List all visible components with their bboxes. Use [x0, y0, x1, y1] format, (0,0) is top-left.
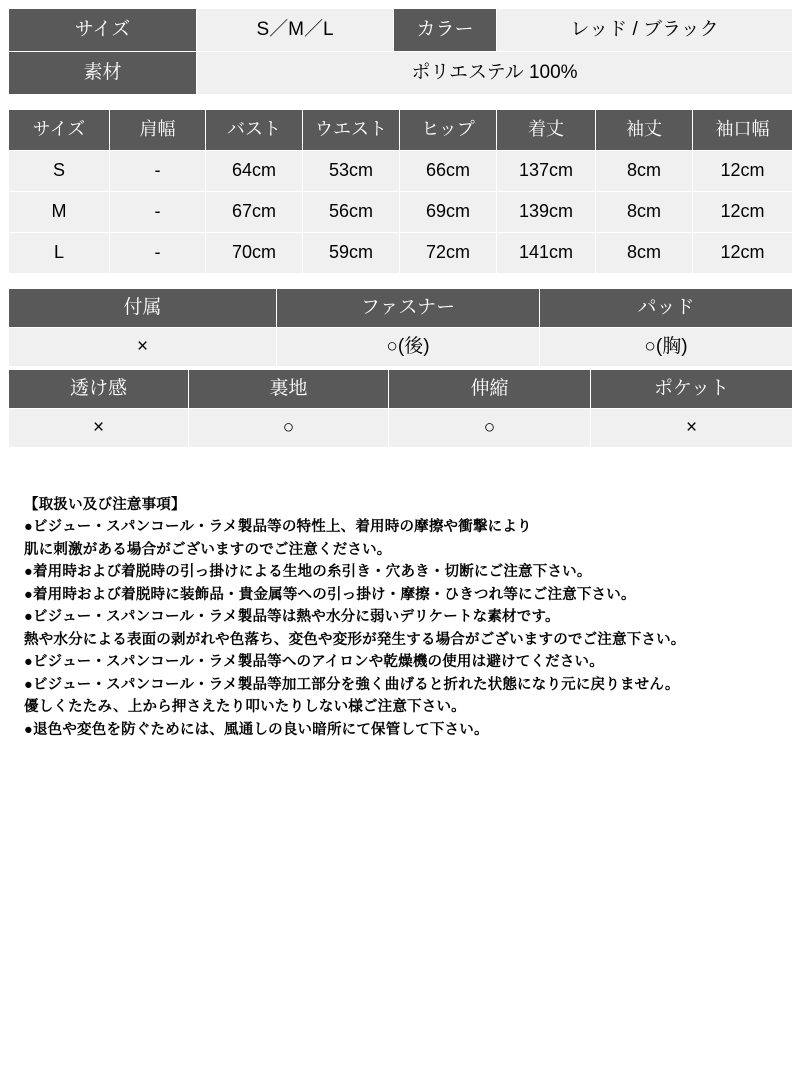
- size-col-header: 袖口幅: [693, 110, 793, 151]
- size-cell: 64cm: [206, 151, 303, 192]
- spec-label-color: カラー: [394, 9, 497, 52]
- size-cell: 12cm: [693, 192, 793, 233]
- prop-cell: ○: [389, 409, 591, 448]
- spec-value-color: レッド / ブラック: [497, 9, 793, 52]
- prop-cell: ×: [9, 409, 189, 448]
- table-header-row: [9, 370, 793, 409]
- size-cell: M: [9, 192, 110, 233]
- size-col-header: ウエスト: [303, 110, 400, 151]
- table-row: [9, 192, 793, 233]
- care-note-line: ●着用時および着脱時の引っ掛けによる生地の糸引き・穴あき・切断にご注意下さい。: [24, 564, 592, 581]
- care-notes-title: 【取扱い及び注意事項】: [24, 497, 186, 513]
- table-row: [9, 409, 793, 448]
- prop-col-header: 裏地: [189, 370, 389, 409]
- size-cell: 59cm: [303, 233, 400, 274]
- care-note-line: ●退色や変色を防ぐためには、風通しの良い暗所にて保管して下さい。: [24, 721, 489, 738]
- size-col-header: 肩幅: [110, 110, 206, 151]
- prop-col-header: 伸縮: [389, 370, 591, 409]
- size-cell: 8cm: [596, 192, 693, 233]
- table-row: [9, 9, 793, 52]
- table-row: [9, 151, 793, 192]
- spec-label-material: 素材: [9, 52, 197, 95]
- attr-col-header: パッド: [540, 289, 793, 328]
- size-cell: 72cm: [400, 233, 497, 274]
- property-table: [8, 369, 793, 448]
- size-cell: 53cm: [303, 151, 400, 192]
- size-cell: 66cm: [400, 151, 497, 192]
- size-cell: 67cm: [206, 192, 303, 233]
- size-cell: 12cm: [693, 233, 793, 274]
- care-note-line: 肌に刺激がある場合がございますのでご注意ください。: [24, 541, 392, 558]
- size-cell: 8cm: [596, 151, 693, 192]
- size-col-header: 袖丈: [596, 110, 693, 151]
- size-cell: 137cm: [497, 151, 596, 192]
- table-row: [9, 52, 793, 95]
- table-header-row: [9, 289, 793, 328]
- attr-col-header: ファスナー: [277, 289, 540, 328]
- care-note-line: ●ビジュー・スパンコール・ラメ製品等は熱や水分に弱いデリケートな素材です。: [24, 609, 560, 626]
- spec-label-size: サイズ: [9, 9, 197, 52]
- size-cell: 56cm: [303, 192, 400, 233]
- size-col-header: 着丈: [497, 110, 596, 151]
- care-note-line: ●着用時および着脱時に装飾品・貴金属等への引っ掛け・摩擦・ひきつれ等にご注意下さい。: [24, 586, 636, 603]
- attachment-table: [8, 288, 793, 367]
- care-note-line: 優しくたたみ、上から押さえたり叩いたりしない様ご注意下さい。: [24, 699, 466, 716]
- size-cell: -: [110, 151, 206, 192]
- care-note-line: ●ビジュー・スパンコール・ラメ製品等へのアイロンや乾燥機の使用は避けてください。: [24, 654, 604, 671]
- size-cell: 8cm: [596, 233, 693, 274]
- size-cell: 70cm: [206, 233, 303, 274]
- size-cell: 139cm: [497, 192, 596, 233]
- size-cell: S: [9, 151, 110, 192]
- spec-value-size: S／M／L: [197, 9, 394, 52]
- spec-summary-table: [8, 8, 793, 95]
- attr-col-header: 付属: [9, 289, 277, 328]
- size-col-header: ヒップ: [400, 110, 497, 151]
- prop-cell: ○: [189, 409, 389, 448]
- size-cell: L: [9, 233, 110, 274]
- attr-cell: ○(後): [277, 328, 540, 367]
- prop-col-header: ポケット: [591, 370, 793, 409]
- attr-cell: ×: [9, 328, 277, 367]
- size-cell: 69cm: [400, 192, 497, 233]
- size-col-header: バスト: [206, 110, 303, 151]
- table-row: [9, 328, 793, 367]
- care-notes: [8, 494, 792, 741]
- care-note-line: 熱や水分による表面の剥がれや色落ち、変色や変形が発生する場合がございますのでご注意下さい。: [24, 631, 686, 648]
- attr-cell: ○(胸): [540, 328, 793, 367]
- size-cell: -: [110, 233, 206, 274]
- size-cell: 141cm: [497, 233, 596, 274]
- care-note-line: ●ビジュー・スパンコール・ラメ製品等加工部分を強く曲げると折れた状態になり元に戻りません。: [24, 676, 680, 693]
- size-cell: -: [110, 192, 206, 233]
- table-row: [9, 233, 793, 274]
- size-col-header: サイズ: [9, 110, 110, 151]
- prop-cell: ×: [591, 409, 793, 448]
- size-chart-table: [8, 109, 793, 274]
- table-header-row: [9, 110, 793, 151]
- spec-value-material: ポリエステル 100%: [197, 52, 793, 95]
- care-note-line: ●ビジュー・スパンコール・ラメ製品等の特性上、着用時の摩擦や衝撃により: [24, 519, 532, 536]
- prop-col-header: 透け感: [9, 370, 189, 409]
- size-cell: 12cm: [693, 151, 793, 192]
